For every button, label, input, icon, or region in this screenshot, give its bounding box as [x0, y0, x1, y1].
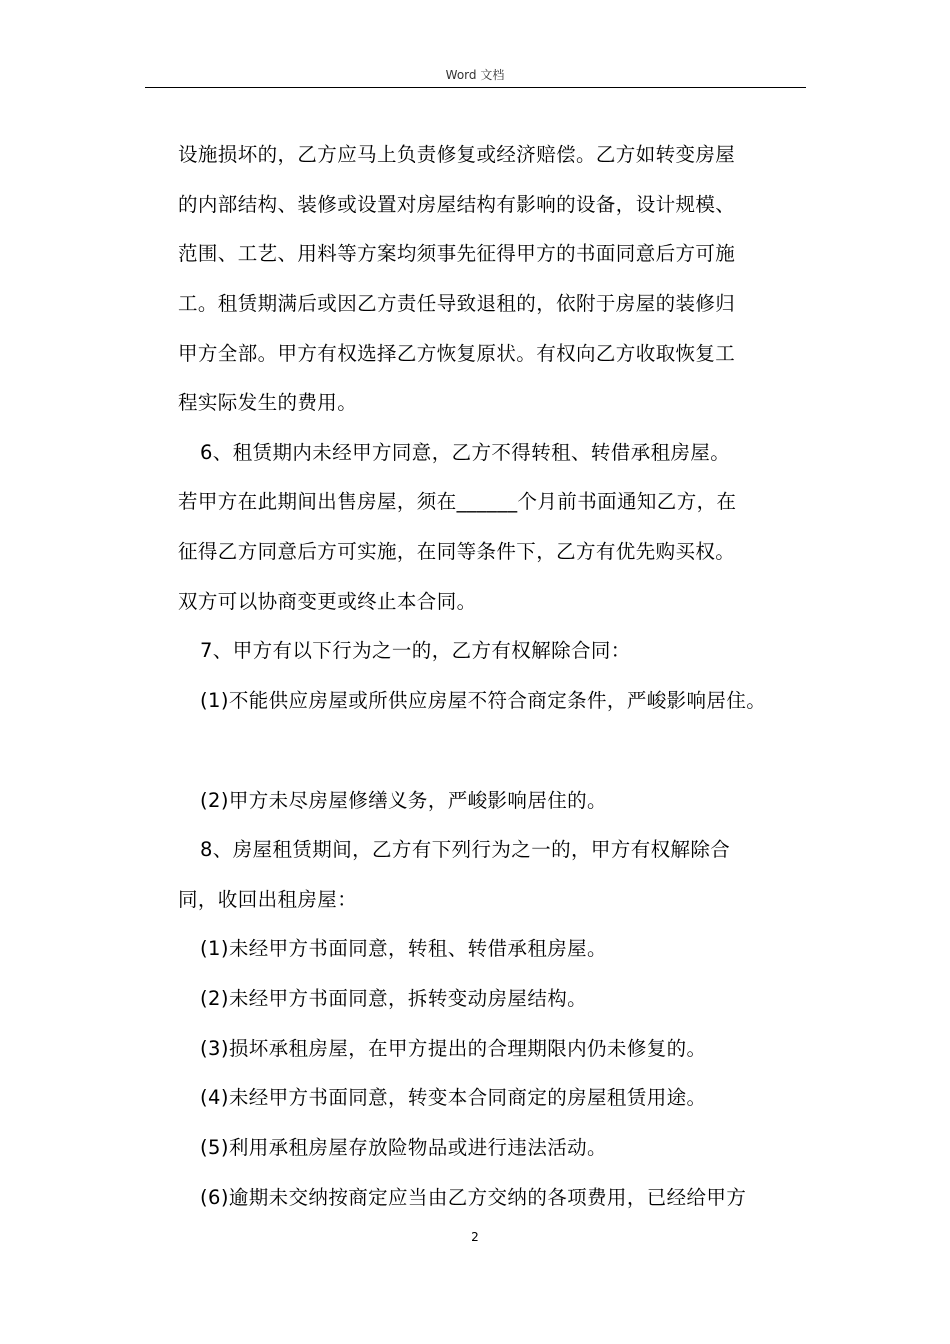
paragraph-line: 7、甲方有以下行为之一的，乙方有权解除合同：	[200, 639, 631, 662]
paragraph-line: (2)未经甲方书面同意，拆转变动房屋结构。	[200, 987, 588, 1010]
paragraph-line: 双方可以协商变更或终止本合同。	[178, 590, 477, 613]
paragraph-line: (2)甲方未尽房屋修缮义务，严峻影响居住的。	[200, 789, 607, 812]
page-header-title: Word 文档	[445, 68, 505, 82]
paragraph-line: (4)未经甲方书面同意，转变本合同商定的房屋租赁用途。	[200, 1086, 707, 1109]
paragraph-line: 工。租赁期满后或因乙方责任导致退租的，依附于房屋的装修归	[178, 292, 736, 315]
paragraph-line: 程实际发生的费用。	[178, 391, 358, 414]
paragraph-line: 范围、工艺、用料等方案均须事先征得甲方的书面同意后方可施	[178, 242, 736, 265]
header-divider	[145, 87, 806, 88]
paragraph-line: 6、租赁期内未经甲方同意，乙方不得转租、转借承租房屋。	[200, 441, 731, 464]
paragraph-line: (5)利用承租房屋存放险物品或进行违法活动。	[200, 1136, 607, 1159]
paragraph-line: 8、房屋租赁期间，乙方有下列行为之一的，甲方有权解除合	[200, 838, 731, 861]
paragraph-line: (3)损坏承租房屋，在甲方提出的合理期限内仍未修复的。	[200, 1037, 707, 1060]
paragraph-line: 设施损坏的，乙方应马上负责修复或经济赔偿。乙方如转变房屋	[178, 143, 736, 166]
paragraph-line: 征得乙方同意后方可实施，在同等条件下，乙方有优先购买权。	[178, 540, 736, 563]
paragraph-line: 若甲方在此期间出售房屋，须在______个月前书面通知乙方，在	[178, 490, 737, 513]
paragraph-line: (1)未经甲方书面同意，转租、转借承租房屋。	[200, 937, 607, 960]
paragraph-line: (1)不能供应房屋或所供应房屋不符合商定条件，严峻影响居住。	[200, 689, 767, 712]
paragraph-line: (6)逾期未交纳按商定应当由乙方交纳的各项费用，已经给甲方	[200, 1186, 747, 1209]
paragraph-line: 甲方全部。甲方有权选择乙方恢复原状。有权向乙方收取恢复工	[178, 342, 736, 365]
paragraph-line: 同，收回出租房屋：	[178, 888, 358, 911]
page-number: 2	[471, 1230, 479, 1244]
paragraph-line: 的内部结构、装修或设置对房屋结构有影响的设备，设计规模、	[178, 193, 736, 216]
